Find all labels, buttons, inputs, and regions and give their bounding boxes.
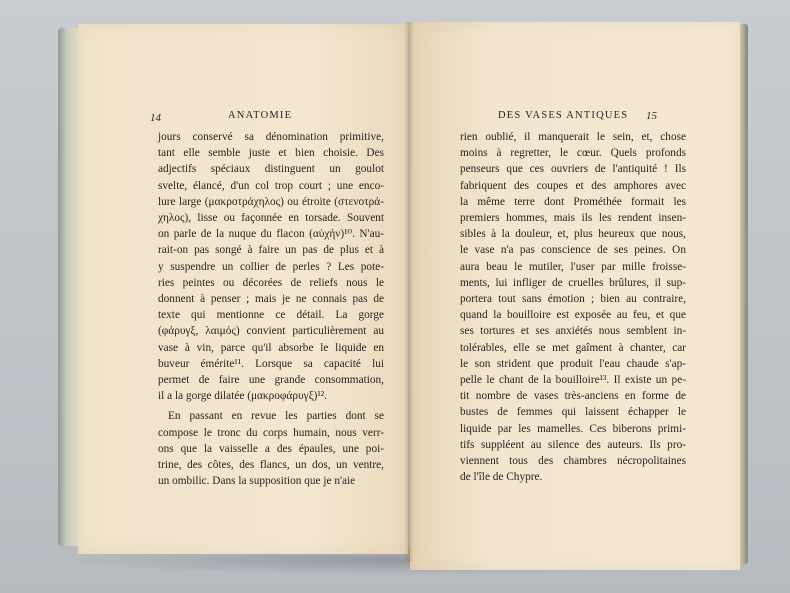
text-line: trine, des côtes, des flancs, un dos, un ventre, [158,459,384,472]
right-page-text [460,129,686,485]
text-line: la même terre dont Prométhée formait les [460,195,686,208]
text-line: pelle le chant de la bouilloire¹³. Il existe un pe- [460,374,686,387]
text-line: χηλος), lisse ou façonnée en torsade. Souvent [158,212,384,225]
right-page-number: 15 [646,110,657,122]
text-line: de l'île de Chypre. [460,471,543,484]
text-line: svelte, élancé, d'un col trop court ; une enco- [158,179,384,192]
text-line: il a la gorge dilatée (μακροφάρυγξ)¹². [158,390,327,403]
text-line: bustes de femmes qui laissent échapper le [460,406,686,419]
text-line: tifs suppléent au silence des auteurs. Ils pro- [460,438,686,451]
text-line: donnent à penser ; mais je ne connais pas de [158,293,384,306]
text-line: ries peintes ou décorées de reliefs nous le [158,276,384,289]
left-page-number: 14 [150,112,161,124]
text-line: fabriquent des coupes et des amphores avec [460,179,686,192]
text-line: portera tout sans émotion ; bien au contraire, [460,293,686,306]
left-cover-edge [58,28,80,546]
text-line: jours conservé sa dénomination primitive, [158,131,384,143]
text-line: lure large (μακροτράχηλος) ou étroite (στενοτρά- [158,195,384,208]
text-line: ments, lui infliger de cruelles brûlures, il sup- [460,276,686,289]
text-line: vase à vin, parce qu'il absorbe le liquide en [158,341,384,354]
text-line: buveur émérite¹¹. Lorsque sa capacité lui [158,357,384,370]
left-page-text [158,129,384,489]
text-line: premiers hommes, mais ils les rendent insen- [460,212,686,225]
text-line: aura beau le mutiler, l'user par mille froisse- [460,260,686,273]
text-line: viennent tous des chambres nécropolitaines [460,455,686,468]
text-line: y suspendre un collier de perles ? Les pote- [158,260,384,273]
text-line: rait-on pas songé à faire un pas de plus et à [158,244,384,257]
text-line: rien oublié, il manquerait le sein, et, chose [460,131,686,143]
text-line: sibles à la douleur, et, plus heureux que nous, [460,228,686,241]
text-line: En passant en revue les parties dont se [168,410,384,423]
text-line: (φάρυγξ, λαιμός) convient particulièrement au [158,325,384,338]
text-line: moins à regretter, le cœur. Quels profonds [460,147,686,160]
text-line: tant elle semble juste et bien choisie. Des [158,147,384,160]
text-line: texte qui mentionne ce détail. La gorge [158,309,384,322]
text-line: le son strident que produit l'eau chaude s'ap- [460,357,686,370]
text-line: ons que la vaisselle a des épaules, une poi- [158,442,384,455]
text-line: tolérables, elle se met gaîment à chanter, car [460,341,686,354]
text-line: le vase n'a pas conscience de ses peines. On [460,244,686,257]
left-running-head: ANATOMIE [228,110,293,121]
text-line: on parle de la nuque du flacon (αὐχήν)¹⁰. N'au- [158,228,384,241]
text-line: compose le tronc du corps humain, nous verr- [158,426,384,439]
right-running-head: DES VASES ANTIQUES [498,110,629,121]
text-line: ses tortures et ses anxiétés nous semblent in- [460,325,686,338]
text-line: quand la bouilloire est exposée au feu, et que [460,309,686,322]
text-line: permet de faire une grande consommation, [158,374,384,387]
text-line: penseurs que ces ouvriers de l'antiquité ! Ils [460,163,686,176]
text-line: tit nombre de vases très-anciens en forme de [460,390,686,403]
text-line: adjectifs spéciaux distinguent un goulot [158,163,384,176]
text-line: liquide par les mamelles. Ces biberons primi- [460,422,686,435]
book-gutter [404,22,414,562]
text-line: un ombilic. Dans la supposition que je n'aie [158,475,356,488]
